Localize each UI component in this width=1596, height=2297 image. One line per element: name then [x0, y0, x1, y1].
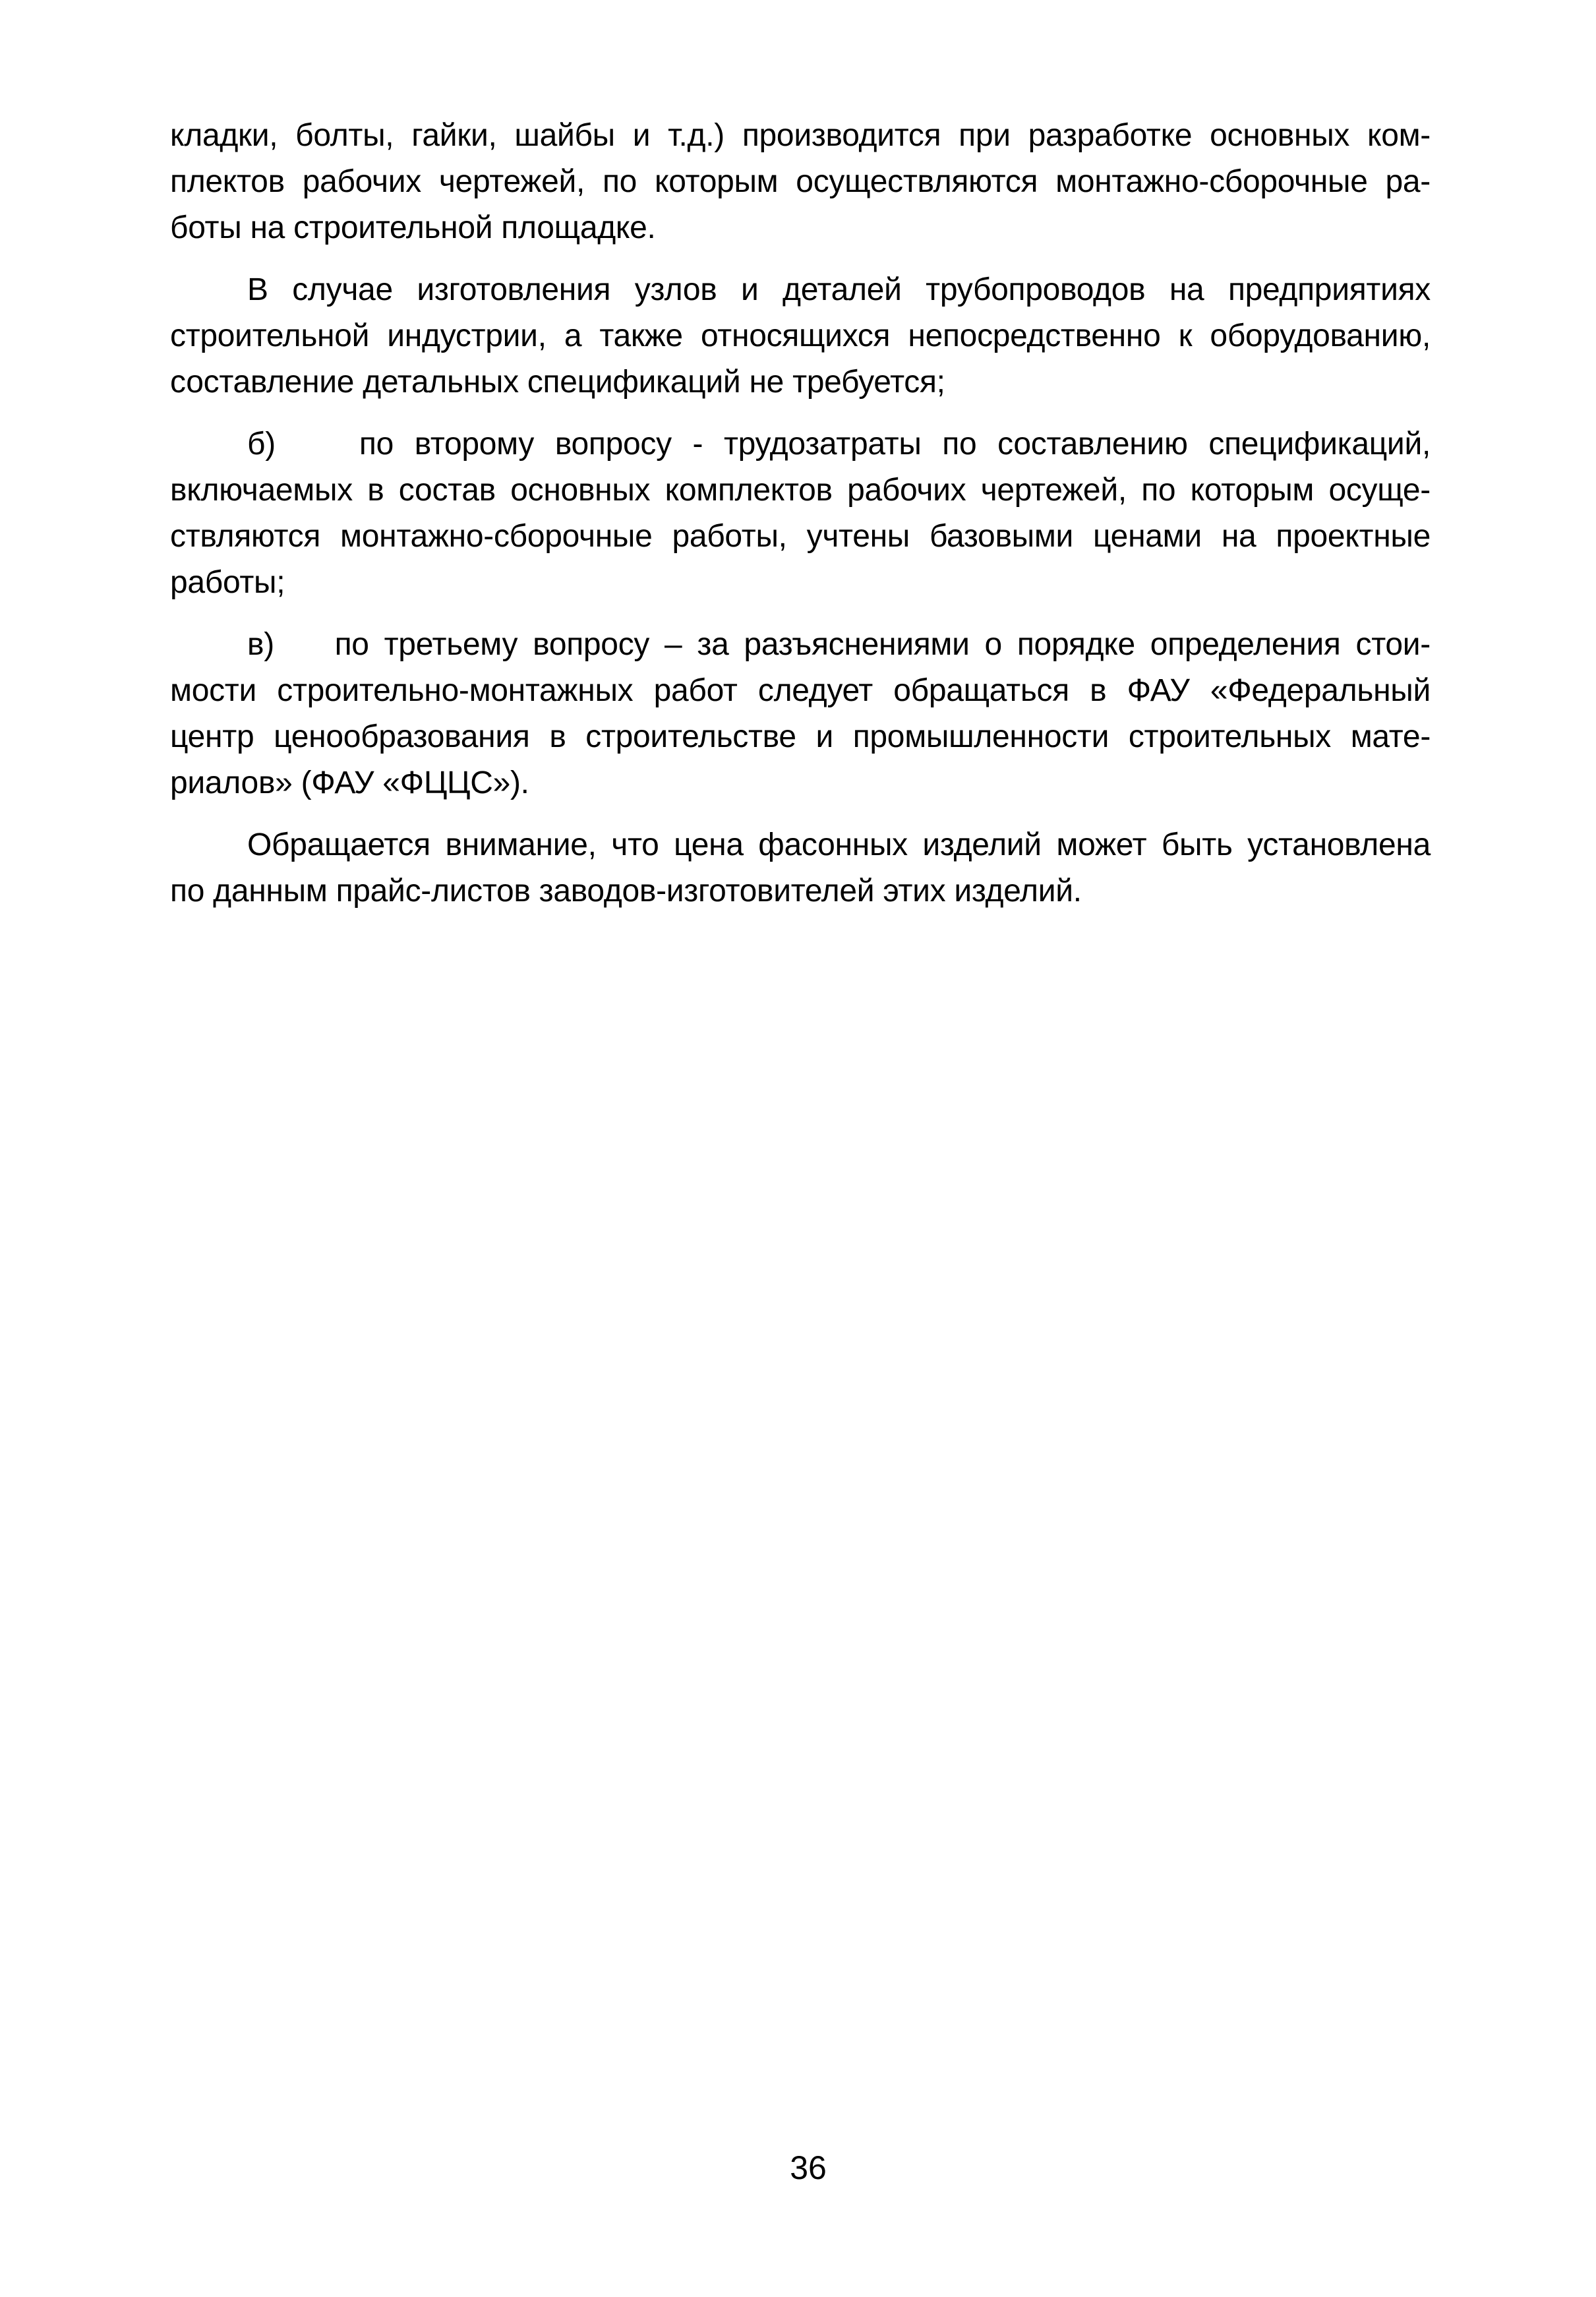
text-line: мости строительно-монтажных работ следует обращаться в ФАУ «Федеральный — [170, 673, 1431, 708]
text-line: риалов» (ФАУ «ФЦЦС»). — [170, 765, 529, 800]
text-line: б) по второму вопросу - трудозатраты по составлению спецификаций, — [247, 427, 1431, 462]
text-line: Обращается внимание, что цена фасонных изделий может быть установлена — [247, 827, 1431, 862]
text-line: включаемых в состав основных комплектов рабочих чертежей, по которым осуще- — [170, 473, 1431, 508]
text-line: центр ценообразования в строительстве и промышленности строительных мате- — [170, 719, 1431, 754]
paragraph — [170, 421, 1431, 606]
text-line: ствляются монтажно-сборочные работы, учтены базовыми ценами на проектные — [170, 519, 1431, 554]
text-line: составление детальных спецификаций не требуется; — [170, 365, 945, 400]
text-line: строительной индустрии, а также относящихся непосредственно к оборудованию, — [170, 318, 1431, 353]
paragraph — [170, 822, 1431, 914]
text-line: в) по третьему вопросу – за разъяснениями о порядке определения стои- — [247, 627, 1431, 662]
paragraph — [170, 113, 1431, 251]
page-text — [170, 113, 1431, 914]
text-line: боты на строительной площадке. — [170, 210, 656, 245]
page-number: 36 — [790, 2149, 827, 2186]
text-line: кладки, болты, гайки, шайбы и т.д.) производится при разработке основных ком- — [170, 118, 1431, 153]
text-line: плектов рабочих чертежей, по которым осуществляются монтажно-сборочные ра- — [170, 164, 1431, 199]
text-line: по данным прайс-листов заводов-изготовителей этих изделий. — [170, 874, 1082, 909]
text-line: работы; — [170, 565, 285, 600]
text-line: В случае изготовления узлов и деталей трубопроводов на предприятиях — [247, 272, 1431, 307]
paragraph — [170, 622, 1431, 806]
paragraph — [170, 267, 1431, 405]
